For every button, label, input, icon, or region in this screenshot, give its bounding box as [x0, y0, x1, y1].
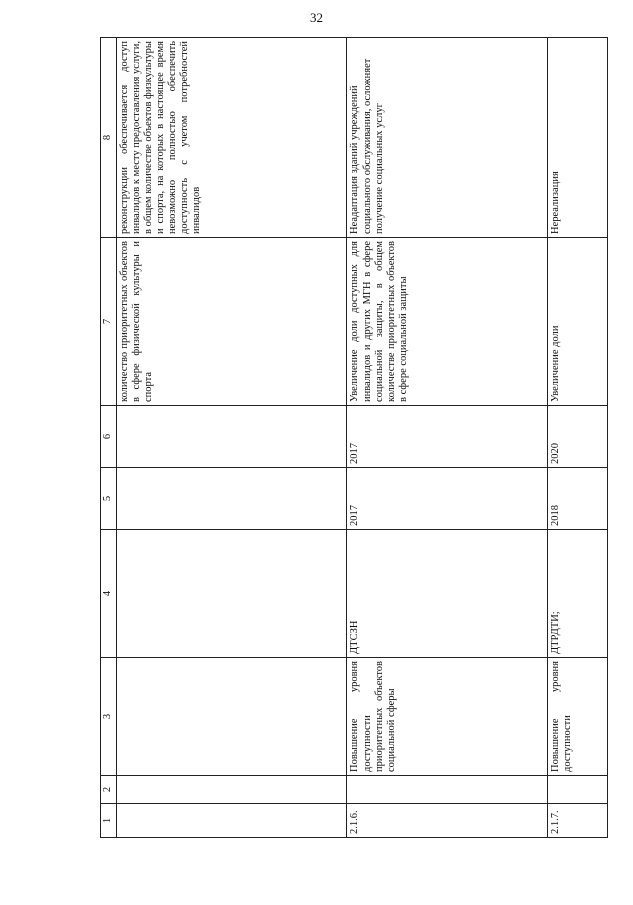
col-header-5: 5 [101, 468, 117, 530]
cell-executor: ДТСЗН [347, 530, 547, 658]
cell-start-year: 2018 [547, 468, 607, 530]
cell-measure [117, 658, 347, 776]
table-container [100, 38, 633, 834]
cell-start-year: 2017 [347, 468, 547, 530]
cell-measure: Повышение уровня доступности приоритетных объектов социальной сферы [347, 658, 547, 776]
cell-executor [117, 530, 347, 658]
cell-number [117, 804, 347, 838]
cell-consequence: Нереализация [547, 38, 607, 238]
cell-measure: Повышение уровня доступности [547, 658, 607, 776]
col-header-3: 3 [101, 658, 117, 776]
table-row [547, 38, 607, 838]
cell-executor: ДТРДТИ; [547, 530, 607, 658]
cell-end-year [117, 406, 347, 468]
cell-col2 [347, 776, 547, 804]
col-header-7: 7 [101, 238, 117, 406]
header-row [101, 38, 117, 838]
cell-col2 [547, 776, 607, 804]
cell-result: количество приоритетных объектов в сфере физической культуры и спорта [117, 238, 347, 406]
col-header-4: 4 [101, 530, 117, 658]
cell-result: Увеличение доли доступных для инвалидов и других МГН в сфере социальной защиты, в общем количестве приоритетных объектов в сфере социальной защиты [347, 238, 547, 406]
cell-consequence: реконструкции обеспечивается доступ инвалидов к месту предоставления услуги, в общем количестве объектов физкультуры и спорта, на которых в настоящее время невозможно полностью обеспечить доступность с учетом потребностей инвалидов [117, 38, 347, 238]
col-header-1: 1 [101, 804, 117, 838]
measures-table [100, 37, 608, 838]
rotated-table [100, 38, 608, 838]
table-row [347, 38, 547, 838]
col-header-6: 6 [101, 406, 117, 468]
cell-number: 2.1.6. [347, 804, 547, 838]
table-row [117, 38, 347, 838]
page-number: 32 [310, 10, 323, 25]
cell-consequence: Неадаптация зданий учреждений социального обслуживания, осложняет получение социальных услуг [347, 38, 547, 238]
cell-start-year [117, 468, 347, 530]
cell-number: 2.1.7. [547, 804, 607, 838]
cell-end-year: 2017 [347, 406, 547, 468]
cell-end-year: 2020 [547, 406, 607, 468]
cell-result: Увеличение доли [547, 238, 607, 406]
col-header-8: 8 [101, 38, 117, 238]
cell-col2 [117, 776, 347, 804]
col-header-2: 2 [101, 776, 117, 804]
